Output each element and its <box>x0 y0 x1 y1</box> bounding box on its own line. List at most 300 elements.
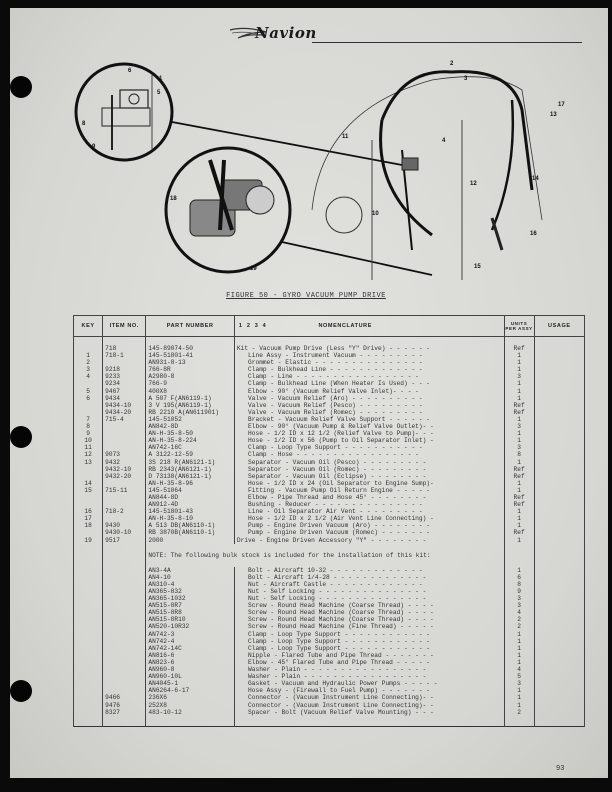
usage-cell <box>534 522 584 529</box>
part-number-cell: 145-51064 <box>146 487 235 494</box>
item-no-cell: 9432-10 <box>103 466 146 473</box>
part-number-cell: AN842-8D <box>146 423 235 430</box>
item-no-cell: 9430 <box>103 522 146 529</box>
part-number-cell: 2000 <box>146 537 235 544</box>
table-row <box>74 466 585 473</box>
units-cell: 1 <box>504 659 534 666</box>
item-no-cell <box>103 501 146 508</box>
part-number-cell: 145-89074-50 <box>146 337 235 353</box>
key-cell <box>74 709 103 727</box>
units-cell: 3 <box>504 423 534 430</box>
table-row <box>74 402 585 409</box>
key-cell <box>74 687 103 694</box>
part-number-cell: 3 V 195(AN6119-1) <box>146 402 235 409</box>
units-cell: Ref <box>504 466 534 473</box>
usage-cell <box>534 588 584 595</box>
key-cell <box>74 581 103 588</box>
item-no-cell: 8327 <box>103 709 146 727</box>
key-cell <box>74 567 103 574</box>
nomenclature-cell: Connector - (Vacuum Instrument Line Connecting)- - <box>234 702 504 709</box>
nomenclature-cell: Hose - 1/2 ID x 56 (Pump to Oil Separator Inlet) - <box>234 437 504 444</box>
col-key: KEY <box>74 316 103 337</box>
part-number-cell: AN3-4A <box>146 567 235 574</box>
part-number-cell: A 3122-12-59 <box>146 451 235 458</box>
part-number-cell: AN742-4 <box>146 638 235 645</box>
part-number-cell: 766-8R <box>146 366 235 373</box>
units-cell: 1 <box>504 416 534 423</box>
usage-cell <box>534 673 584 680</box>
figure-caption: FIGURE 50 - GYRO VACUUM PUMP DRIVE <box>226 292 386 300</box>
usage-cell <box>534 631 584 638</box>
bulk-stock-note: NOTE: The following bulk stock is included for the installation of this kit: <box>146 544 504 567</box>
usage-cell <box>534 645 584 652</box>
nomenclature-cell: Bracket - Vacuum Relief Valve Support - - - - - - <box>234 416 504 423</box>
callout-18: 18 <box>170 196 177 202</box>
units-cell: 1 <box>504 515 534 522</box>
usage-cell <box>534 616 584 623</box>
units-cell: 1 <box>504 638 534 645</box>
table-row <box>74 537 585 544</box>
usage-cell <box>534 352 584 359</box>
units-cell: 1 <box>504 687 534 694</box>
part-number-cell: AN365-832 <box>146 588 235 595</box>
usage-cell <box>534 480 584 487</box>
units-cell: 1 <box>504 487 534 494</box>
usage-cell <box>534 694 584 701</box>
item-no-cell: 9233 <box>103 373 146 380</box>
units-cell: 6 <box>504 574 534 581</box>
callout-1: 1 <box>159 76 163 82</box>
table-row <box>74 459 585 466</box>
key-cell <box>74 616 103 623</box>
table-row <box>74 444 585 451</box>
nomenclature-cell: Elbow - 90° (Vacuum Relief Valve Inlet)- - - - <box>234 388 504 395</box>
part-number-cell: D 73138(AN6121-1) <box>146 473 235 480</box>
key-cell: 5 <box>74 388 103 395</box>
key-cell <box>74 595 103 602</box>
usage-cell <box>534 487 584 494</box>
nomenclature-cell: Kit - Vacuum Pump Drive (Less "Y" Drive) - - - - - - <box>234 337 504 353</box>
item-no-cell: 9073 <box>103 451 146 458</box>
key-cell <box>74 574 103 581</box>
key-cell: 14 <box>74 480 103 487</box>
table-row <box>74 494 585 501</box>
units-cell: 1 <box>504 537 534 544</box>
part-number-cell: 252X8 <box>146 702 235 709</box>
table-row <box>74 395 585 402</box>
part-number-cell: A 513 DB(AN6110-1) <box>146 522 235 529</box>
callout-3: 3 <box>464 76 468 82</box>
item-no-cell: 9434-20 <box>103 409 146 416</box>
key-cell <box>74 588 103 595</box>
key-cell <box>74 623 103 630</box>
key-cell <box>74 473 103 480</box>
item-no-cell <box>103 659 146 666</box>
item-no-cell: 718-2 <box>103 508 146 515</box>
nomenclature-cell: Nipple - Flared Tube and Pipe Thread - - - - - - - <box>234 652 504 659</box>
part-number-cell: AN520-10R32 <box>146 623 235 630</box>
item-no-cell <box>103 574 146 581</box>
units-cell: 1 <box>504 380 534 387</box>
nomenclature-cell: Screw - Round Head Machine (Fine Thread) - - - - - <box>234 623 504 630</box>
key-cell <box>74 466 103 473</box>
units-cell: 1 <box>504 388 534 395</box>
usage-cell <box>534 395 584 402</box>
nomenclature-cell: Separator - Vacuum Oil (Romec) - - - - - - - - - <box>234 466 504 473</box>
col-nom-label: NOMENCLATURE <box>318 323 373 329</box>
table-row <box>74 409 585 416</box>
key-cell: 19 <box>74 537 103 544</box>
bulk-row <box>74 709 585 727</box>
part-number-cell: AN742-3 <box>146 631 235 638</box>
parts-table <box>73 315 585 727</box>
nomenclature-cell: Nut - Aircraft Castle - - - - - - - - - - - - - <box>234 581 504 588</box>
item-no-cell <box>103 652 146 659</box>
nomenclature-cell: Clamp - Bulkhead Line (When Heater Is Used) - - - <box>234 380 504 387</box>
item-no-cell <box>103 687 146 694</box>
units-cell: 1 <box>504 459 534 466</box>
key-cell: 7 <box>74 416 103 423</box>
usage-cell <box>534 459 584 466</box>
key-cell <box>74 529 103 536</box>
item-no-cell: 9434 <box>103 395 146 402</box>
bulk-row <box>74 595 585 602</box>
callout-14: 14 <box>532 176 539 182</box>
units-cell: Ref <box>504 529 534 536</box>
table-row <box>74 501 585 508</box>
key-cell <box>74 666 103 673</box>
bulk-row <box>74 645 585 652</box>
part-number-cell: RB 2343(AN6121-1) <box>146 466 235 473</box>
item-no-cell <box>103 666 146 673</box>
item-no-cell <box>103 595 146 602</box>
nomenclature-cell: Separator - Vacuum Oil (Pesco) - - - - - - - - - <box>234 459 504 466</box>
usage-cell <box>534 680 584 687</box>
table-row <box>74 423 585 430</box>
table-row <box>74 437 585 444</box>
item-no-cell <box>103 638 146 645</box>
key-cell <box>74 659 103 666</box>
usage-cell <box>534 544 584 567</box>
item-no-cell: 718-1 <box>103 352 146 359</box>
item-no-cell: 9476 <box>103 702 146 709</box>
nomenclature-cell: Nut - Self Locking - - - - - - - - - - - - - - - <box>234 595 504 602</box>
units-cell: 1 <box>504 352 534 359</box>
part-number-cell: AN365-1032 <box>146 595 235 602</box>
part-number-cell: AN6264-6-17 <box>146 687 235 694</box>
part-number-cell: 483-10-12 <box>146 709 235 727</box>
nomenclature-cell: Clamp - Bulkhead Line - - - - - - - - - - - - - <box>234 366 504 373</box>
item-no-cell <box>103 423 146 430</box>
units-cell: 4 <box>504 609 534 616</box>
item-no-cell <box>103 494 146 501</box>
table-row <box>74 515 585 522</box>
usage-cell <box>534 508 584 515</box>
usage-cell <box>534 451 584 458</box>
callout-16: 16 <box>530 231 537 237</box>
table-header <box>74 316 585 337</box>
part-number-cell: 145-51801-41 <box>146 352 235 359</box>
units-cell: 2 <box>504 623 534 630</box>
nomenclature-cell: Connector - (Vacuum Instrument Line Connecting)- - <box>234 694 504 701</box>
nomenclature-cell: Spacer - Bolt (Vacuum Relief Valve Mounting) - - - <box>234 709 504 727</box>
usage-cell <box>534 337 584 353</box>
bulk-row <box>74 702 585 709</box>
callout-19: 19 <box>250 266 257 272</box>
bulk-row <box>74 581 585 588</box>
item-no-cell: 715-4 <box>103 416 146 423</box>
callout-9: 9 <box>92 144 96 150</box>
nomenclature-cell: Line Assy - Instrument Vacuum - - - - - - - - - <box>234 352 504 359</box>
key-cell: 9 <box>74 430 103 437</box>
bulk-row <box>74 659 585 666</box>
units-cell: 1 <box>504 395 534 402</box>
item-no-cell <box>103 673 146 680</box>
usage-cell <box>534 466 584 473</box>
key-cell: 16 <box>74 508 103 515</box>
nomenclature-cell: Line - Oil Separator Air Vent - - - - - - - - - <box>234 508 504 515</box>
nomenclature-cell: Elbow - Pipe Thread and Hose 45° - - - - - - - - <box>234 494 504 501</box>
usage-cell <box>534 659 584 666</box>
usage-cell <box>534 416 584 423</box>
item-no-cell <box>103 359 146 366</box>
key-cell <box>74 380 103 387</box>
nomenclature-cell: Hose - 1/2 ID x 12 1/2 (Relief Valve to Pump)- - - <box>234 430 504 437</box>
col-levels: 1 2 3 4 <box>238 323 267 329</box>
callout-5: 5 <box>157 90 161 96</box>
table-row <box>74 480 585 487</box>
units-cell: Ref <box>504 494 534 501</box>
binder-hole <box>10 426 32 448</box>
page-number: 93 <box>556 765 565 773</box>
part-number-cell: AN742-14C <box>146 645 235 652</box>
nomenclature-cell: Screw - Round Head Machine (Coarse Thread) - - - - <box>234 602 504 609</box>
units-cell: 1 <box>504 652 534 659</box>
usage-cell <box>534 402 584 409</box>
usage-cell <box>534 437 584 444</box>
units-cell: 2 <box>504 709 534 727</box>
key-cell <box>74 652 103 659</box>
units-cell: 3 <box>504 602 534 609</box>
units-cell: 1 <box>504 430 534 437</box>
table-row <box>74 352 585 359</box>
item-no-cell <box>103 544 146 567</box>
key-cell <box>74 602 103 609</box>
table-row <box>74 529 585 536</box>
units-cell: Ref <box>504 501 534 508</box>
bulk-row <box>74 623 585 630</box>
nomenclature-cell: Gasket - Vacuum and Hydraulic Power Pumps - - - - - <box>234 680 504 687</box>
part-number-cell: A 507 F(AN6119-1) <box>146 395 235 402</box>
nomenclature-cell: Pump - Engine Driven Vacuum (Romec) - - - - - - - <box>234 529 504 536</box>
bulk-row <box>74 567 585 574</box>
callout-6: 6 <box>128 68 132 74</box>
nomenclature-cell: Hose - 1/2 ID x 2 1/2 (Air Vent Line Connecting) - <box>234 515 504 522</box>
units-cell <box>504 544 534 567</box>
key-cell <box>74 501 103 508</box>
part-number-cell: AN515-8R7 <box>146 602 235 609</box>
units-cell: 3 <box>504 595 534 602</box>
key-cell: 3 <box>74 366 103 373</box>
nomenclature-cell: Clamp - Line - - - - - - - - - - - - - - - - - <box>234 373 504 380</box>
key-cell <box>74 609 103 616</box>
part-number-cell: AN-H-35-8-10 <box>146 515 235 522</box>
usage-cell <box>534 537 584 544</box>
item-no-cell: 715-11 <box>103 487 146 494</box>
bulk-row <box>74 616 585 623</box>
key-cell: 18 <box>74 522 103 529</box>
key-cell <box>74 494 103 501</box>
bulk-row <box>74 687 585 694</box>
part-number-cell: 400X8 <box>146 388 235 395</box>
nomenclature-cell: Clamp - Hose - - - - - - - - - - - - - - - - - <box>234 451 504 458</box>
usage-cell <box>534 501 584 508</box>
part-number-cell: AN960-8 <box>146 666 235 673</box>
units-cell: 1 <box>504 567 534 574</box>
item-no-cell <box>103 631 146 638</box>
units-cell: 5 <box>504 673 534 680</box>
nomenclature-cell: Screw - Round Head Machine (Coarse Thread) - - - - <box>234 616 504 623</box>
key-cell <box>74 402 103 409</box>
nomenclature-cell: Valve - Vacuum Relief (Romec) - - - - - - - - - <box>234 409 504 416</box>
bulk-row <box>74 673 585 680</box>
part-number-cell: 766-9 <box>146 380 235 387</box>
usage-cell <box>534 567 584 574</box>
figure-illustration <box>72 50 580 280</box>
key-cell <box>74 638 103 645</box>
units-cell: 8 <box>504 581 534 588</box>
nomenclature-cell: Clamp - Loop Type Support - - - - - - - - - - - - <box>234 638 504 645</box>
nomenclature-cell: Grommet - Elastic - - - - - - - - - - - - - - - <box>234 359 504 366</box>
bulk-row <box>74 652 585 659</box>
part-number-cell: AN310-4 <box>146 581 235 588</box>
units-cell: 8 <box>504 451 534 458</box>
units-cell: 1 <box>504 645 534 652</box>
part-number-cell: AN4-10 <box>146 574 235 581</box>
part-number-cell: AN823-6 <box>146 659 235 666</box>
units-cell: 3 <box>504 444 534 451</box>
callout-12: 12 <box>470 181 477 187</box>
nomenclature-cell: Elbow - 90° (Vacuum Pump & Relief Valve Outlet)- - <box>234 423 504 430</box>
item-no-cell: 9467 <box>103 388 146 395</box>
table-row <box>74 416 585 423</box>
bulk-row <box>74 602 585 609</box>
table-row <box>74 451 585 458</box>
item-no-cell: 9432-20 <box>103 473 146 480</box>
bulk-row <box>74 680 585 687</box>
usage-cell <box>534 515 584 522</box>
usage-cell <box>534 609 584 616</box>
usage-cell <box>534 409 584 416</box>
usage-cell <box>534 595 584 602</box>
item-no-cell <box>103 437 146 444</box>
nomenclature-cell: Washer - Plain - - - - - - - - - - - - - - - - - <box>234 673 504 680</box>
brand-logo: Navion <box>255 24 317 42</box>
part-number-cell: AN515-8R8 <box>146 609 235 616</box>
key-cell: 17 <box>74 515 103 522</box>
item-no-cell <box>103 645 146 652</box>
callout-7: 7 <box>170 116 174 122</box>
item-no-cell: 718 <box>103 337 146 353</box>
nomenclature-cell: Valve - Vacuum Relief (Pesco) - - - - - - - - - <box>234 402 504 409</box>
part-number-cell: RB 3870B(AN6110-1) <box>146 529 235 536</box>
key-cell: 4 <box>74 373 103 380</box>
units-cell: Ref <box>504 409 534 416</box>
units-cell: 1 <box>504 631 534 638</box>
usage-cell <box>534 444 584 451</box>
usage-cell <box>534 473 584 480</box>
usage-cell <box>534 423 584 430</box>
binder-hole <box>10 76 32 98</box>
key-cell: 1 <box>74 352 103 359</box>
part-number-cell: AN515-8R10 <box>146 616 235 623</box>
usage-cell <box>534 373 584 380</box>
item-no-cell <box>103 430 146 437</box>
item-no-cell <box>103 567 146 574</box>
key-cell <box>74 631 103 638</box>
units-cell: Ref <box>504 402 534 409</box>
units-cell: 4 <box>504 666 534 673</box>
table-row <box>74 380 585 387</box>
units-cell: 1 <box>504 366 534 373</box>
callout-4: 4 <box>442 138 446 144</box>
bulk-row <box>74 574 585 581</box>
part-number-cell: AN816-6 <box>146 652 235 659</box>
key-cell <box>74 673 103 680</box>
units-cell: 2 <box>504 616 534 623</box>
part-number-cell: 3S 218 R(AN6121-1) <box>146 459 235 466</box>
callout-2: 2 <box>450 61 454 67</box>
item-no-cell <box>103 588 146 595</box>
nomenclature-cell: Bushing - Reducer - - - - - - - - - - - - - - - <box>234 501 504 508</box>
item-no-cell <box>103 616 146 623</box>
bulk-row <box>74 638 585 645</box>
nomenclature-cell: Pump - Engine Driven Vacuum (Aro) - - - - - - - - <box>234 522 504 529</box>
usage-cell <box>534 581 584 588</box>
inset-circle-valve <box>76 64 172 160</box>
key-cell: 6 <box>74 395 103 402</box>
nomenclature-cell: Hose Assy - (Firewall to Fuel Pump) - - - - - - - <box>234 687 504 694</box>
nomenclature-cell: Washer - Plain - - - - - - - - - - - - - - - - - <box>234 666 504 673</box>
part-number-cell: A2980-8 <box>146 373 235 380</box>
usage-cell <box>534 666 584 673</box>
item-no-cell: 9234 <box>103 380 146 387</box>
bulk-row <box>74 666 585 673</box>
usage-cell <box>534 574 584 581</box>
table-row <box>74 473 585 480</box>
item-no-cell <box>103 515 146 522</box>
callout-15: 15 <box>474 264 481 270</box>
callout-8: 8 <box>82 121 86 127</box>
usage-cell <box>534 623 584 630</box>
usage-cell <box>534 380 584 387</box>
item-no-cell <box>103 609 146 616</box>
col-item: ITEM NO. <box>103 316 146 337</box>
part-number-cell: 236X6 <box>146 694 235 701</box>
key-cell: 15 <box>74 487 103 494</box>
item-no-cell <box>103 480 146 487</box>
part-number-cell: AN-H-35-8-50 <box>146 430 235 437</box>
table-row <box>74 337 585 353</box>
item-no-cell: 9218 <box>103 366 146 373</box>
part-number-cell: AN742-16C <box>146 444 235 451</box>
nomenclature-cell: Clamp - Loop Type Support - - - - - - - - - - - - <box>234 645 504 652</box>
key-cell <box>74 694 103 701</box>
key-cell: 13 <box>74 459 103 466</box>
key-cell: 2 <box>74 359 103 366</box>
callout-11: 11 <box>342 134 349 140</box>
part-number-cell: AN960-10L <box>146 673 235 680</box>
